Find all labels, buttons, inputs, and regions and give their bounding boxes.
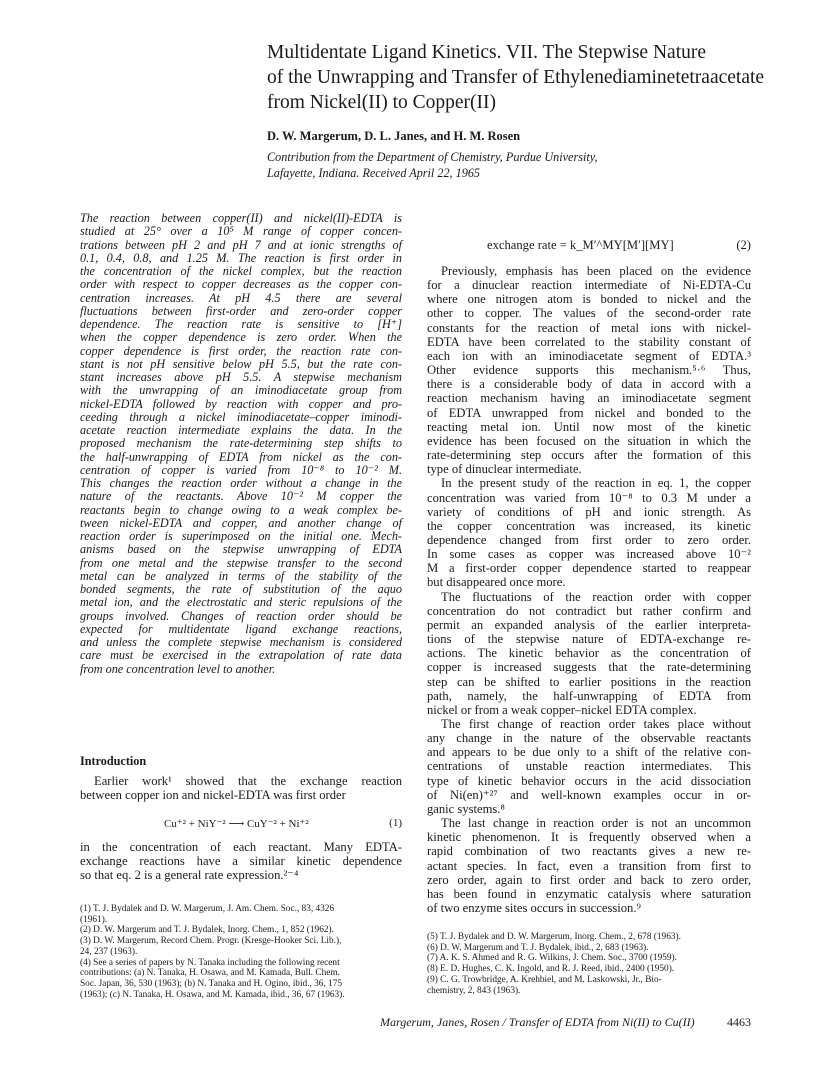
abstract-line: when the copper dependence is zero order. When the [80,330,402,345]
abstract-line: The reaction between copper(II) and nickel(II)-EDTA is [80,211,402,225]
abstract-line: metal ion, and the electrostatic and steric repulsions of the [80,595,402,610]
abstract-line: from one concentration level to another. [80,661,276,676]
body-line: and appears to be due only to a shift of the relative con- [427,745,751,760]
footnotes-left [80,904,402,1000]
abstract-line: nickel-EDTA followed by reaction with copper and pro- [80,396,402,411]
abstract-line: with the unwrapping of an iminodiacetate group from [80,383,402,398]
body-line: nickel or from a weak copper–nickel EDTA complex. [427,702,697,717]
abstract-line: acetate reaction intermediate explains the data. In the [80,423,402,437]
abstract-line: centration increases. At pH 4.5 there are several [80,290,402,305]
body-line: reacting metal ion. Until now most of the kinetic [427,419,751,434]
footnote-line: chemistry, 2, 843 (1963). [427,985,521,996]
body-line: of Ni(en)⁺²⁷ and well-known examples occur in or- [427,787,751,802]
intro-line: so that eq. 2 is a general rate expression.²⁻⁴ [80,868,299,883]
abstract-line: from one metal and the stepwise transfer to the second [80,555,402,570]
abstract-line: trations between pH 2 and pH 7 and at ionic strengths of [80,237,402,252]
affiliation [267,150,787,181]
body-line: step can be shifted to earlier positions in the reaction [427,674,751,689]
body-line: concentration do not contradict but rather confirm and [427,603,751,618]
abstract-line: and unless the complete stepwise mechanism is considered [80,635,402,649]
body-line: concentration was varied from 10⁻⁸ to 0.3 M under a [427,490,751,505]
body-line: actions. The kinetic behavior as the concentration of [427,646,751,661]
body-line: each ion with an iminodiacetate segment of EDTA.³ [427,348,751,363]
intro-line: between copper ion and nickel-EDTA was first order [80,788,346,803]
abstract [80,212,402,676]
body-line: ganic systems.⁸ [427,801,505,816]
body-line: In some cases as copper was increased above 10⁻² [427,547,751,562]
title-line: Multidentate Ligand Kinetics. VII. The Stepwise Nature [267,42,707,63]
equation-1-formula: Cu⁺² + NiY⁻² ⟶ CuY⁻² + Ni⁺² [164,818,309,830]
body-line: copper is increased suggests that the rate-determining [427,660,751,675]
footnote-line: (7) A. K. S. Ahmed and R. G. Wilkins, J. Chem. Soc., 3700 (1959). [427,953,677,964]
body-line: The first change of reaction order takes place without [441,717,751,731]
abstract-line: stant increases above pH 5.5. A stepwise mechanism [80,370,402,384]
body-line: type of kinetic behavior occurs in the acid dissociation [427,773,751,788]
section-heading-introduction: Introduction [80,754,147,768]
body-line: actant species. In fact, even a transition from first to [427,858,751,873]
body-line: evidence has been focused on the situation in which the [427,433,751,448]
abstract-line: order with respect to copper decreases as the copper con- [80,277,402,292]
abstract-line: metal can be analyzed in terms of the stability of the [80,568,402,583]
intro-line: in the concentration of each reactant. Many EDTA- [80,840,402,854]
body-line: variety of conditions of pH and ionic strength. As [427,504,751,519]
footnote-line: Soc. Japan, 36, 530 (1963); (b) N. Tanaka and H. Ogino, ibid., 36, 175 [80,978,343,989]
body-line: constants for the reaction of metal ions with nickel- [427,320,751,335]
abstract-line: centration of copper is varied from 10⁻⁸ to 10⁻² M. [80,462,402,477]
equation-2-formula: exchange rate = k_M′^MY[M′][MY] [487,238,674,252]
abstract-line: This changes the reaction order without a change in the [80,476,402,490]
affiliation-line: Lafayette, Indiana. Received April 22, 1965 [267,165,481,180]
abstract-line: stant is not pH sensitive below pH 5.5, but the rate con- [80,356,402,371]
body-line: permit an expanded analysis of the earlier interpreta- [427,617,751,632]
body-line: the copper concentration was increased, its kinetic [427,518,751,533]
page-footer [380,1015,751,1030]
body-line: of two enzyme sites occurs in succession.⁹ [427,901,641,916]
abstract-line: tween nickel-EDTA and copper, and another change of [80,515,402,530]
footnote-line: (2) D. W. Margerum and T. J. Bydalek, Inorg. Chem., 1, 852 (1962). [80,925,334,936]
footnote-line: (1963); (c) N. Tanaka, H. Osawa, and M. Kamada, ibid., 36, 67 (1963). [80,989,345,1000]
abstract-line: anisms based on the stepwise unwrapping of EDTA [80,542,402,557]
right-column-body [427,264,751,915]
abstract-line: the concentration of the nickel complex, but the reaction [80,264,402,278]
equation-1-number: (1) [389,817,402,829]
body-line: In the present study of the reaction in eq. 1, the copper [441,476,751,491]
intro-line: exchange reactions have a similar kinetic dependence [80,854,402,869]
body-paragraph [427,590,751,717]
body-line: The fluctuations of the reaction order with copper [441,589,751,604]
abstract-line: proposed mechanism the rate-determining step shifts to [80,436,402,451]
abstract-line: fluctuations between first-order and zero-order copper [80,303,402,318]
page-number: 4463 [727,1015,751,1029]
body-line: rate-determining step occurs after the formation of this [427,448,751,463]
body-paragraph [427,476,751,589]
body-line: path, namely, the half-unwrapping of EDTA from [427,688,751,703]
footnote-line: 24, 237 (1963). [80,946,138,957]
body-line: rapid combination of two reactants gives a new re- [427,844,751,859]
body-line: has been found in enzymatic catalysis where saturation [427,886,751,901]
footnote-line: (1961). [80,914,108,925]
body-line: but disappeared once more. [427,575,566,590]
running-title: Margerum, Janes, Rosen / Transfer of EDTA from Ni(II) to Cu(II) [380,1015,695,1029]
body-line: for a dinuclear reaction intermediate of Ni-EDTA-Cu [427,278,751,293]
body-line: reaction mechanism having an iminodiacetate segment [427,391,751,406]
footnotes-right [427,932,751,996]
abstract-line: 0.1, 0.4, 0.8, and 1.25 M. The reaction is first order in [80,250,402,265]
abstract-line: copper dependence is first order, the reaction rate con- [80,343,402,358]
intro-paragraph-continued [80,840,402,883]
footnote-line: (4) See a series of papers by N. Tanaka including the following recent [80,957,340,968]
footnote-line: (5) T. J. Bydalek and D. W. Margerum, Inorg. Chem., 2, 678 (1963). [427,932,681,942]
body-line: zero order, again to first order and back to zero order, [427,872,751,887]
abstract-line: reaction order is superimposed on the initial one. Mech- [80,529,402,543]
body-line: Previously, emphasis has been placed on the evidence [441,264,751,278]
body-line: dependence changed from first order to zero order. [427,532,751,547]
abstract-line: nature of the reactants. Above 10⁻² M copper the [80,489,402,504]
footnote-line: (3) D. W. Margerum, Record Chem. Progr. (Kresge-Hooker Sci. Lib.), [80,936,342,947]
footnote-line: (1) T. J. Bydalek and D. W. Margerum, J. Am. Chem. Soc., 83, 4326 [80,904,335,914]
abstract-line: reactants begin to change owing to a weak complex be- [80,502,402,517]
abstract-line: the half-unwrapping of EDTA from nickel as the con- [80,449,402,464]
body-paragraph [427,264,751,476]
abstract-line: studied at 25° over a 10⁵ M range of copper concen- [80,224,402,239]
body-line: tions of the stepwise nature of EDTA-exchange re- [427,632,751,647]
title-line: of the Unwrapping and Transfer of Ethylenediaminetetraacetate [267,67,765,88]
abstract-line: groups involved. Changes of reaction order should be [80,608,402,623]
authors: D. W. Margerum, D. L. Janes, and H. M. Rosen [267,129,521,143]
equation-2-number: (2) [736,238,751,252]
abstract-line: ceeding through a nickel iminodiacetate–copper iminodi- [80,409,402,424]
body-line: The last change in reaction order is not an uncommon [441,816,751,831]
abstract-line: care must be exercised in the extrapolation of rate data [80,648,402,663]
body-line: other to copper. The values of the second-order rate [427,306,751,321]
intro-line: Earlier work¹ showed that the exchange reaction [94,774,402,788]
paper-title [267,40,787,115]
body-line: there is a considerable body of data in accord with a [427,377,751,392]
body-line: centrations of unstable reaction intermediates. This [427,759,751,774]
body-paragraph [427,816,751,915]
title-line: from Nickel(II) to Copper(II) [267,92,497,113]
footnote-line: (8) E. D. Hughes, C. K. Ingold, and R. J. Reed, ibid., 2400 (1950). [427,964,675,975]
footnote-line: contributions: (a) N. Tanaka, H. Osawa, and M. Kamada, Bull. Chem. [80,968,340,979]
body-line: Other evidence supports this mechanism.⁵·⁶ Thus, [427,363,751,378]
footnote-line: (6) D. W. Margerum and T. J. Bydalek, ibid., 2, 683 (1963). [427,942,649,953]
body-line: any change in the nature of the observable reactants [427,731,751,746]
body-line: EDTA have been correlated to the stability constant of [427,334,751,349]
body-paragraph [427,717,751,816]
body-line: M a first-order copper dependence started to reappear [427,561,751,576]
footnote-line: (9) C. G. Trowbridge, A. Krehbiel, and M. Laskowski, Jr., Bio- [427,974,662,985]
intro-paragraph [80,774,402,802]
body-line: type of dinuclear intermediate. [427,462,582,477]
body-line: of EDTA unwrapped from nickel and bonded to the [427,405,751,420]
affiliation-line: Contribution from the Department of Chemistry, Purdue University, [267,150,598,164]
abstract-line: bonded segments, the rate of substitution of the aquo [80,582,402,596]
body-line: kinetic phenomenon. It is frequently observed when a [427,830,751,845]
abstract-line: dependence. The reaction rate is sensitive to [H⁺] [80,317,402,331]
body-line: where one nitrogen atom is bonded to nickel and the [427,292,751,307]
abstract-line: expected for multidentate ligand exchange reactions, [80,621,402,636]
